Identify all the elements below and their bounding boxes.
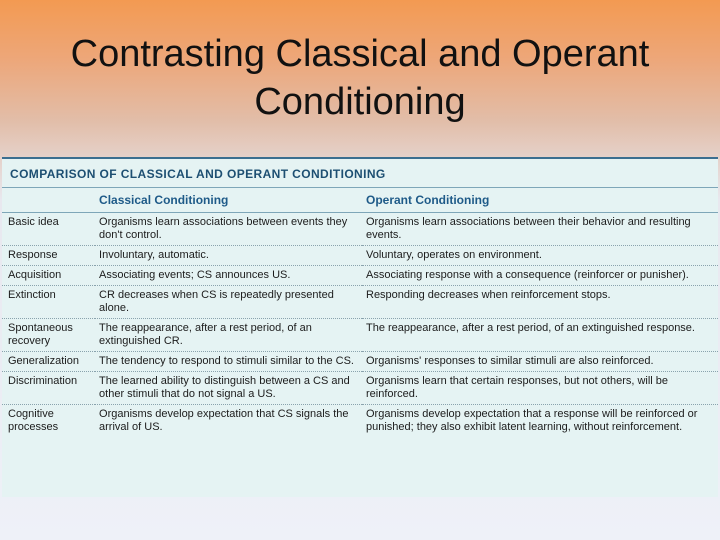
classical-cell: Organisms learn associations between events they don't control. bbox=[95, 213, 362, 246]
table-row bbox=[2, 319, 718, 352]
row-label: Extinction bbox=[2, 286, 95, 319]
classical-cell: The tendency to respond to stimuli similar to the CS. bbox=[95, 352, 362, 372]
slide-title bbox=[0, 30, 720, 126]
operant-cell: Organisms' responses to similar stimuli are also reinforced. bbox=[362, 352, 718, 372]
table-row bbox=[2, 352, 718, 372]
table-row bbox=[2, 266, 718, 286]
row-label: Spontaneous recovery bbox=[2, 319, 95, 352]
classical-cell: The reappearance, after a rest period, of an extinguished CR. bbox=[95, 319, 362, 352]
comparison-table bbox=[2, 188, 718, 437]
table-row bbox=[2, 372, 718, 405]
comparison-table-panel bbox=[2, 157, 718, 497]
classical-cell: Organisms develop expectation that CS signals the arrival of US. bbox=[95, 405, 362, 438]
operant-cell: Voluntary, operates on environment. bbox=[362, 246, 718, 266]
column-header-operant: Operant Conditioning bbox=[362, 188, 718, 213]
classical-cell: The learned ability to distinguish between a CS and other stimuli that do not signal a US. bbox=[95, 372, 362, 405]
classical-cell: Associating events; CS announces US. bbox=[95, 266, 362, 286]
slide-title-line-2: Conditioning bbox=[254, 81, 466, 123]
row-label: Generalization bbox=[2, 352, 95, 372]
operant-cell: The reappearance, after a rest period, of an extinguished response. bbox=[362, 319, 718, 352]
operant-cell: Organisms develop expectation that a response will be reinforced or punished; they also exhibit latent learning, without reinforcement. bbox=[362, 405, 718, 438]
row-label: Discrimination bbox=[2, 372, 95, 405]
row-label: Response bbox=[2, 246, 95, 266]
row-label: Acquisition bbox=[2, 266, 95, 286]
classical-cell: Involuntary, automatic. bbox=[95, 246, 362, 266]
operant-cell: Organisms learn that certain responses, but not others, will be reinforced. bbox=[362, 372, 718, 405]
operant-cell: Associating response with a consequence (reinforcer or punisher). bbox=[362, 266, 718, 286]
operant-cell: Organisms learn associations between their behavior and resulting events. bbox=[362, 213, 718, 246]
classical-cell: CR decreases when CS is repeatedly presented alone. bbox=[95, 286, 362, 319]
table-row bbox=[2, 213, 718, 246]
row-label: Cognitive processes bbox=[2, 405, 95, 438]
table-row bbox=[2, 246, 718, 266]
column-header-classical: Classical Conditioning bbox=[95, 188, 362, 213]
table-header-row bbox=[2, 188, 718, 213]
table-heading: COMPARISON OF CLASSICAL AND OPERANT CONDITIONING bbox=[2, 159, 718, 188]
table-row bbox=[2, 286, 718, 319]
operant-cell: Responding decreases when reinforcement stops. bbox=[362, 286, 718, 319]
table-row bbox=[2, 405, 718, 438]
slide-title-line-1: Contrasting Classical and Operant bbox=[70, 33, 650, 75]
column-header-label bbox=[2, 188, 95, 213]
row-label: Basic idea bbox=[2, 213, 95, 246]
